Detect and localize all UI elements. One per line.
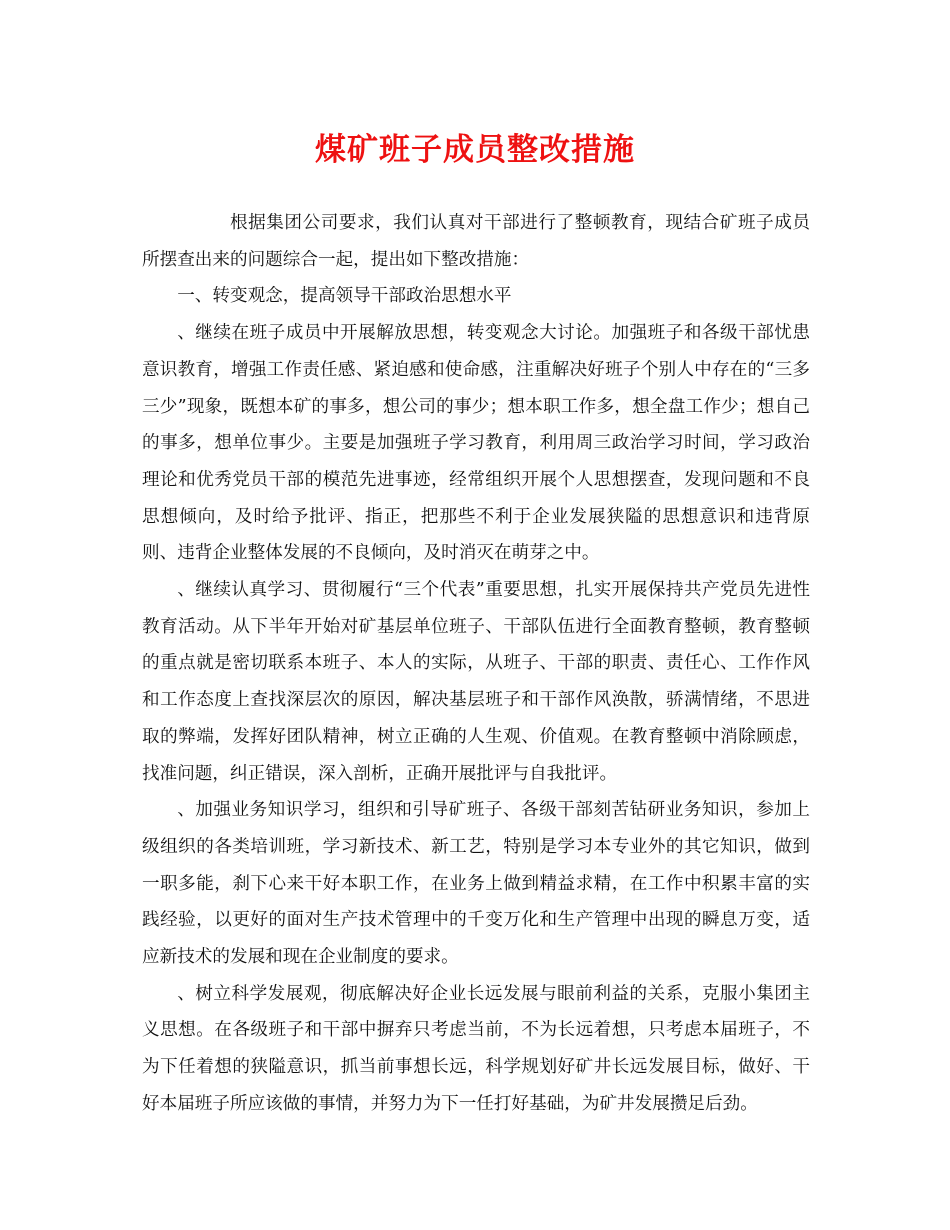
intro-paragraph: 根据集团公司要求，我们认真对干部进行了整顿教育，现结合矿班子成员所摆查出来的问题综合一起，提出如下整改措施： <box>142 213 810 270</box>
document-body <box>142 205 810 1123</box>
document-title: 煤矿班子成员整改措施 <box>315 132 635 168</box>
body-paragraph: 、加强业务知识学习，组织和引导矿班子、各级干部刻苦钻研业务知识，参加上级组织的各类培训班，学习新技术、新工艺，特别是学习本专业外的其它知识，做到一职多能，刹下心来干好本职工作，在业务上做到精益求精，在工作中积累丰富的实践经验，以更好的面对生产技术管理中的千变万化和生产管理中出现的瞬息万变，适应新技术的发展和现在企业制度的要求。 <box>142 800 810 968</box>
body-paragraph: 、继续认真学习、贯彻履行“三个代表”重要思想，扎实开展保持共产党员先进性教育活动。从下半年开始对矿基层单位班子、干部队伍进行全面教育整顿，教育整顿的重点就是密切联系本班子、本人的实际，从班子、干部的职责、责任心、工作作风和工作态度上查找深层次的原因，解决基层班子和干部作风涣散，骄满情绪，不思进取的弊端，发挥好团队精神，树立正确的人生观、价值观。在教育整顿中消除顾虑，找准问题，纠正错误，深入剖析，正确开展批评与自我批评。 <box>142 580 810 784</box>
body-paragraph: 、继续在班子成员中开展解放思想，转变观念大讨论。加强班子和各级干部忧患意识教育，增强工作责任感、紧迫感和使命感，注重解决好班子个别人中存在的“三多三少”现象，既想本矿的事多，想公司的事少；想本职工作多，想全盘工作少；想自己的事多，想单位事少。主要是加强班子学习教育，利用周三政治学习时间，学习政治理论和优秀党员干部的模范先进事迹，经常组织开展个人思想摆查，发现问题和不良思想倾向，及时给予批评、指正，把那些不利于企业发展狭隘的思想意识和违背原则、违背企业整体发展的不良倾向，及时消灭在萌芽之中。 <box>142 323 810 564</box>
body-paragraph: 、树立科学发展观，彻底解决好企业长远发展与眼前利益的关系，克服小集团主义思想。在各级班子和干部中摒弃只考虑当前，不为长远着想，只考虑本届班子，不为下任着想的狭隘意识，抓当前事想长远，科学规划好矿井长远发展目标，做好、干好本届班子所应该做的事情，并努力为下一任打好基础，为矿井发展攒足后劲。 <box>142 983 810 1114</box>
section-heading: 一、转变观念，提高领导干部政治思想水平 <box>177 286 512 307</box>
